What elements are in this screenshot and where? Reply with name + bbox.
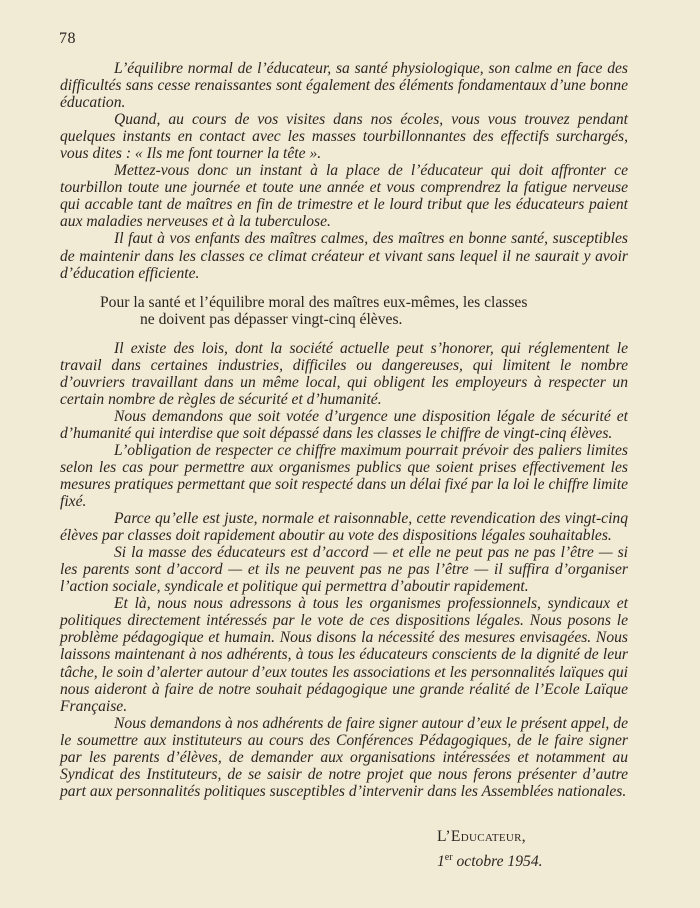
paragraph: Il faut à vos enfants des maîtres calmes, des maîtres en bonne santé, susceptibles de maintenir dans les classes ce climat créateur et vivant sans lequel il ne saurait y avoir d’éducation efficiente. bbox=[60, 230, 628, 282]
paragraph: Si la masse des éducateurs est d’accord — et elle ne peut pas ne pas l’être — si les parents sont d’accord — et ils ne peuvent pas ne pas l’être — il suffira d’organiser l’action sociale, syndicale et politique qui permettra d’aboutir rapidement. bbox=[60, 544, 628, 596]
paragraph: Et là, nous nous adressons à tous les organismes professionnels, syndicaux et politiques directement intéressés par le vote de ces dispositions légales. Nous posons le problème pédagogique et humain. Nous disons la nécessité des mesures envisagées. Nous laissons maintenant à nos adhérents, à tous les éducateurs conscients de la dignité de leur tâche, le soin d’alerter autour d’eux toutes les associations et les personnalités laïques qui nous aideront à faire de notre souhait pédagogique une grande réalité de l’Ecole Laïque Française. bbox=[60, 595, 628, 715]
paragraph: Il existe des lois, dont la société actuelle peut s’honorer, qui réglementent le travail dans certaines industries, difficiles ou dangereuses, qui limitent le nombre d’ouvriers travaillant dans un même local, qui obligent les employeurs à respecter un certain nombre de règles de sécurité et d’humanité. bbox=[60, 339, 628, 408]
paragraph: Mettez-vous donc un instant à la place de l’éducateur qui doit affronter ce tourbillon toute une journée et toute une année et vous comprendrez la fatigue nerveuse qui accable tant de maîtres en fin de trimestre et le lourd tribut que les éducateurs paient aux maladies nerveuses et à la tuberculose. bbox=[60, 162, 628, 231]
paragraph: Nous demandons que soit votée d’urgence une disposition légale de sécurité et d’humanité qui interdise que soit dépassé dans les classes le chiffre de vingt-cinq élèves. bbox=[60, 407, 628, 442]
date-rest: octobre 1954. bbox=[452, 853, 543, 871]
article-body bbox=[60, 60, 628, 800]
paragraph: Parce qu’elle est juste, normale et raisonnable, cette revendication des vingt-cinq élèves par classes doit rapidement aboutir au vote des dispositions légales souhaitables. bbox=[60, 510, 628, 545]
highlight-line-2: ne doivent pas dépasser vingt-cinq élèves. bbox=[140, 310, 403, 328]
signature-date bbox=[437, 847, 543, 872]
page-number: 78 bbox=[59, 30, 76, 47]
signature-block bbox=[437, 826, 543, 872]
highlight-line-1: Pour la santé et l’équilibre moral des maîtres eux-mêmes, les classes bbox=[100, 293, 528, 311]
paragraph: Quand, au cours de vos visites dans nos écoles, vous vous trouvez pendant quelques instants en contact avec les masses tourbillonnantes des effectifs surchargés, vous dites : « Ils me font tourner la tête ». bbox=[60, 111, 628, 163]
paragraph: L’équilibre normal de l’éducateur, sa santé physiologique, son calme en face des difficultés sans cesse renaissantes sont également des éléments fondamentaux d’une bonne éducation. bbox=[60, 60, 628, 112]
signature-name: L’Educateur, bbox=[437, 828, 526, 845]
date-ordinal: er bbox=[444, 852, 453, 863]
date-day: 1 bbox=[437, 853, 445, 871]
paragraph: Nous demandons à nos adhérents de faire signer autour d’eux le présent appel, de le soumettre aux instituteurs au cours des Conférences Pédagogiques, de le faire signer par les parents d’élèves, de demander aux organisations intéressées et notamment au Syndicat des Instituteurs, de se saisir de notre projet que nous ferons présenter d’autre part aux personnalités politiques susceptibles d’intervenir dans les Assemblées nationales. bbox=[60, 714, 628, 800]
paragraph: L’obligation de respecter ce chiffre maximum pourrait prévoir des paliers limites selon les cas pour permettre aux organismes publics que soient prises effectivement les mesures pratiques permettant que soit respecté dans un délai fixé par la loi le chiffre limite fixé. bbox=[60, 441, 628, 511]
highlight-statement bbox=[60, 294, 628, 328]
